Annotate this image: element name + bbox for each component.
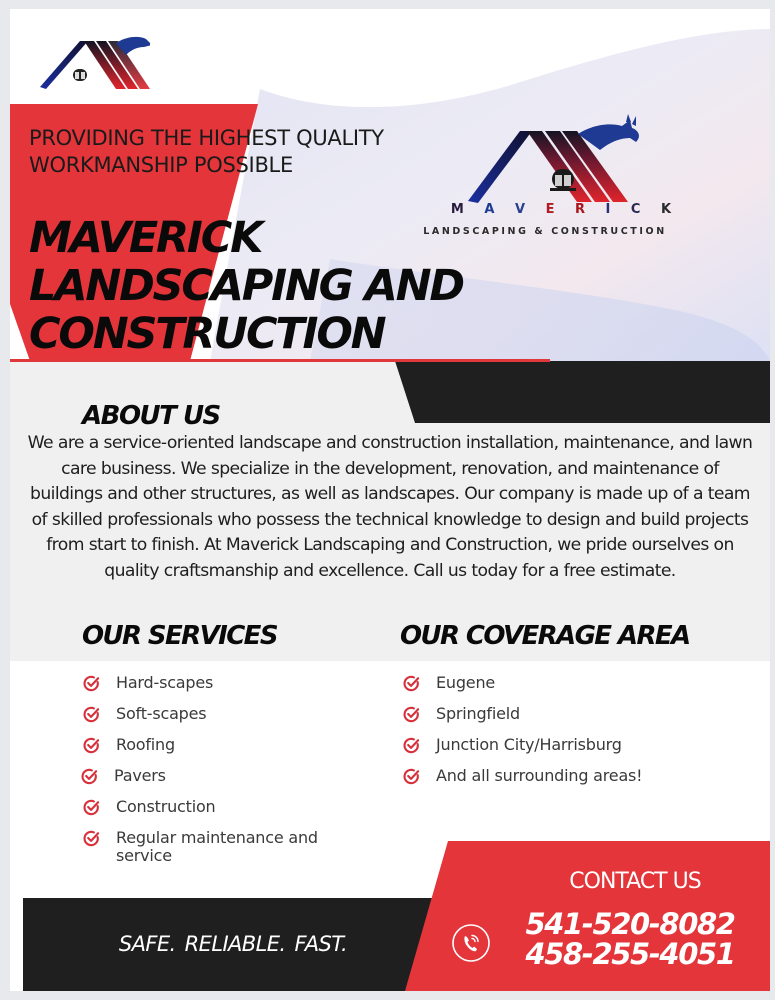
contact-title: CONTACT US <box>569 869 701 894</box>
service-label: Hard-scapes <box>116 673 214 692</box>
list-item <box>82 736 382 754</box>
check-circle-icon <box>82 829 101 848</box>
check-circle-icon <box>402 767 421 786</box>
phone-number-2[interactable]: 458-255-4051 <box>525 937 735 971</box>
phone-number-1[interactable]: 541-520-8082 <box>525 907 735 941</box>
service-label: Pavers <box>114 766 166 785</box>
brand-letter: M <box>450 202 472 217</box>
coverage-label: Eugene <box>436 673 496 692</box>
hero-section <box>10 9 770 361</box>
brand-logo-icon <box>450 104 670 204</box>
flyer-page <box>10 9 770 991</box>
coverage-title: OUR COVERAGE AREA <box>400 621 690 651</box>
list-item <box>402 705 742 723</box>
coverage-label: And all surrounding areas! <box>436 766 643 785</box>
brand-subtitle: LANDSCAPING & CONSTRUCTION <box>423 226 667 237</box>
coverage-label: Junction City/Harrisburg <box>436 735 622 754</box>
dark-accent-band <box>390 361 770 423</box>
brand-letter: E <box>545 202 563 217</box>
check-circle-icon <box>80 767 99 786</box>
about-title: ABOUT US <box>82 401 220 431</box>
brand-letter: C <box>630 202 649 217</box>
list-item <box>82 705 382 723</box>
check-circle-icon <box>402 736 421 755</box>
brand-letter: K <box>661 202 680 217</box>
check-circle-icon <box>402 674 421 693</box>
list-item <box>402 767 742 785</box>
slogan: SAFE. RELIABLE. FAST. <box>118 932 348 956</box>
service-label: Regular maintenance and service <box>116 828 318 865</box>
list-item <box>402 674 742 692</box>
coverage-list <box>402 674 742 798</box>
phone-icon <box>451 923 491 963</box>
check-circle-icon <box>82 674 101 693</box>
tagline: PROVIDING THE HIGHEST QUALITY WORKMANSHIP POSSIBLE <box>29 126 384 177</box>
red-accent-line <box>10 359 550 362</box>
service-label: Construction <box>116 797 216 816</box>
coverage-label: Springfield <box>436 704 520 723</box>
list-item <box>82 798 382 816</box>
service-label: Roofing <box>116 735 175 754</box>
small-logo-icon <box>30 27 150 97</box>
check-circle-icon <box>402 705 421 724</box>
list-item <box>82 674 382 692</box>
list-item <box>402 736 742 754</box>
list-item <box>82 829 342 865</box>
page-title: MAVERICK LANDSCAPING AND CONSTRUCTION <box>29 213 463 359</box>
service-label: Soft-scapes <box>116 704 207 723</box>
about-text: We are a service-oriented landscape and construction installation, maintenance, and lawn care business. We specialize in the development, renovation, and maintenance of buildings and other structures, as well as landscapes. Our company is made up of a team of skilled professionals who possess the technical knowledge to design and build projects from start to finish. At Maverick Landscaping and Construction, we pride ourselves on quality craftsmanship and excellence. Call us today for a free estimate. <box>27 433 753 581</box>
check-circle-icon <box>82 736 101 755</box>
brand-letter: I <box>605 202 619 217</box>
check-circle-icon <box>82 798 101 817</box>
check-circle-icon <box>82 705 101 724</box>
brand-letter: A <box>484 202 503 217</box>
services-list <box>82 674 382 878</box>
list-item <box>80 767 382 785</box>
brand-letter: R <box>575 202 594 217</box>
services-title: OUR SERVICES <box>82 621 277 651</box>
brand-letter: V <box>514 202 534 217</box>
